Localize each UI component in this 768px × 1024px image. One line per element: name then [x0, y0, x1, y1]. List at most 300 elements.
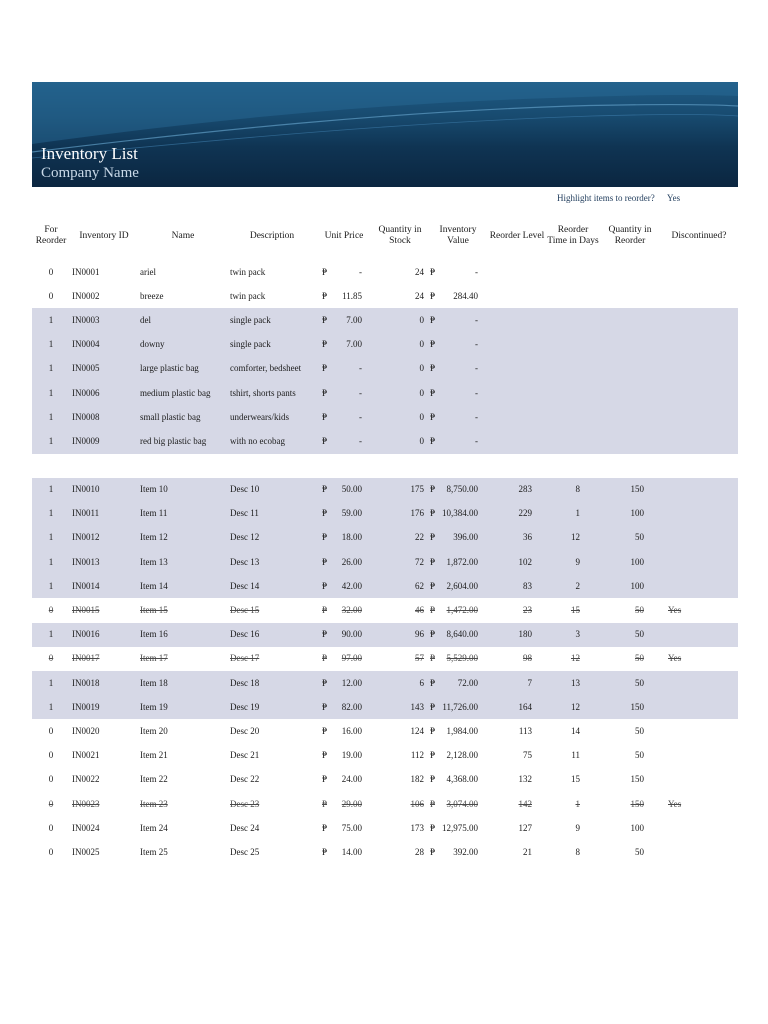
description-cell[interactable]: Desc 17 [230, 653, 260, 664]
currency-symbol: ₱ [430, 774, 436, 785]
quantity-cell[interactable]: 62 [372, 574, 428, 598]
description-cell[interactable]: single pack [228, 333, 316, 357]
column-header[interactable]: Quantity in Stock [378, 225, 422, 246]
inventory-value-cell-amount: 10,384.00 [442, 508, 478, 519]
unit-price-cell[interactable] [316, 333, 372, 357]
reorder-days-cell[interactable]: 12 [546, 695, 600, 719]
discontinued-cell[interactable] [660, 719, 738, 743]
quantity-cell[interactable]: 6 [372, 671, 428, 695]
inventory-id-cell[interactable]: IN0017 [72, 653, 100, 664]
reorder-level-cell[interactable] [488, 308, 546, 332]
inventory-value-cell-amount: 284.40 [453, 290, 478, 301]
reorder-flag-cell[interactable]: 0 [48, 653, 54, 664]
discontinued-cell[interactable] [660, 381, 738, 405]
column-header[interactable]: Reorder Time in Days [547, 225, 599, 246]
reorder-flag-cell[interactable]: 0 [48, 846, 54, 857]
name-cell[interactable]: Item 22 [140, 774, 168, 785]
inventory-value-cell-amount: 3,074.00 [446, 798, 478, 809]
inventory-value-cell-wrap [430, 750, 478, 761]
unit-price-cell-wrap [322, 436, 362, 447]
description-cell[interactable]: Desc 11 [228, 502, 316, 526]
reorder-level-cell[interactable]: 83 [488, 574, 546, 598]
inventory-id-cell[interactable]: IN0012 [70, 526, 138, 550]
description-cell[interactable]: Desc 22 [230, 774, 260, 785]
column-header[interactable]: Unit Price [324, 230, 364, 241]
description-cell[interactable]: Desc 14 [228, 574, 316, 598]
name-cell[interactable]: Item 12 [138, 526, 228, 550]
unit-price-cell[interactable] [316, 647, 372, 671]
name-cell[interactable]: Item 17 [140, 653, 168, 664]
unit-price-cell[interactable] [316, 744, 372, 768]
name-cell[interactable]: del [138, 308, 228, 332]
reorder-quantity-cell[interactable] [600, 333, 660, 357]
reorder-flag-cell[interactable]: 0 [48, 750, 54, 761]
reorder-level-cell[interactable]: 132 [518, 774, 532, 785]
inventory-id-cell[interactable]: IN0019 [70, 695, 138, 719]
currency-symbol: ₱ [430, 266, 436, 277]
reorder-days-cell[interactable]: 9 [575, 822, 580, 833]
reorder-flag-cell[interactable]: 0 [48, 798, 54, 809]
inventory-value-cell[interactable] [428, 574, 488, 598]
discontinued-cell[interactable]: Yes [668, 798, 682, 809]
reorder-quantity-cell[interactable] [600, 284, 660, 308]
reorder-quantity-cell[interactable]: 100 [600, 502, 660, 526]
name-cell[interactable]: medium plastic bag [138, 381, 228, 405]
reorder-quantity-cell[interactable] [600, 429, 660, 453]
reorder-flag-cell[interactable]: 0 [48, 605, 54, 616]
unit-price-cell[interactable] [316, 792, 372, 816]
description-cell[interactable]: Desc 12 [228, 526, 316, 550]
unit-price-cell[interactable] [316, 405, 372, 429]
inventory-value-cell[interactable] [428, 768, 488, 792]
currency-symbol: ₱ [430, 290, 436, 301]
quantity-cell[interactable]: 24 [415, 290, 424, 301]
reorder-flag-cell[interactable]: 0 [48, 290, 54, 301]
reorder-days-cell[interactable] [546, 308, 600, 332]
inventory-id-cell[interactable]: IN0001 [72, 266, 100, 277]
reorder-level-cell[interactable] [488, 429, 546, 453]
name-cell[interactable]: breeze [140, 290, 164, 301]
reorder-flag-cell[interactable]: 0 [48, 266, 54, 277]
quantity-cell[interactable]: 0 [372, 357, 428, 381]
discontinued-cell[interactable] [660, 260, 738, 284]
description-cell[interactable]: twin pack [230, 290, 266, 301]
description-cell[interactable]: Desc 18 [228, 671, 316, 695]
inventory-value-cell[interactable] [428, 671, 488, 695]
inventory-value-cell[interactable] [428, 598, 488, 622]
inventory-id-cell[interactable]: IN0008 [70, 405, 138, 429]
reorder-level-cell[interactable]: 164 [488, 695, 546, 719]
column-header[interactable]: Description [249, 230, 295, 241]
description-cell[interactable]: twin pack [230, 266, 266, 277]
quantity-cell[interactable]: 124 [410, 725, 424, 736]
discontinued-cell[interactable] [660, 478, 738, 502]
unit-price-cell[interactable] [316, 308, 372, 332]
description-cell[interactable]: underwears/kids [228, 405, 316, 429]
unit-price-cell[interactable] [316, 840, 372, 864]
inventory-value-cell[interactable] [428, 405, 488, 429]
quantity-cell[interactable]: 24 [415, 266, 424, 277]
reorder-quantity-cell[interactable]: 50 [600, 526, 660, 550]
reorder-days-cell[interactable]: 8 [575, 846, 580, 857]
quantity-cell[interactable]: 176 [372, 502, 428, 526]
reorder-flag-cell[interactable]: 0 [48, 725, 54, 736]
unit-price-cell[interactable] [316, 816, 372, 840]
inventory-value-cell[interactable] [428, 429, 488, 453]
description-cell[interactable]: Desc 10 [228, 478, 316, 502]
description-cell[interactable]: Desc 15 [230, 605, 260, 616]
reorder-quantity-cell[interactable]: 150 [630, 774, 644, 785]
inventory-value-cell[interactable] [428, 526, 488, 550]
currency-symbol: ₱ [322, 411, 328, 422]
discontinued-cell[interactable] [660, 333, 738, 357]
reorder-flag-cell[interactable]: 0 [48, 774, 54, 785]
reorder-flag-cell[interactable]: 0 [48, 822, 54, 833]
inventory-value-cell[interactable] [428, 502, 488, 526]
inventory-id-cell[interactable]: IN0004 [70, 333, 138, 357]
discontinued-cell[interactable] [660, 284, 738, 308]
unit-price-cell[interactable] [316, 502, 372, 526]
discontinued-cell[interactable] [660, 357, 738, 381]
reorder-quantity-cell[interactable] [600, 405, 660, 429]
quantity-cell[interactable]: 22 [372, 526, 428, 550]
name-cell[interactable]: Item 24 [140, 822, 168, 833]
reorder-level-cell[interactable] [488, 381, 546, 405]
inventory-id-cell[interactable]: IN0010 [70, 478, 138, 502]
reorder-quantity-cell[interactable] [600, 357, 660, 381]
reorder-days-cell[interactable]: 12 [571, 653, 580, 664]
unit-price-cell[interactable] [316, 695, 372, 719]
reorder-quantity-cell[interactable]: 100 [630, 822, 644, 833]
inventory-value-cell-amount: - [475, 339, 478, 350]
unit-price-cell-amount: 24.00 [341, 774, 362, 785]
unit-price-cell-wrap [322, 557, 362, 568]
reorder-flag-cell[interactable]: 1 [32, 574, 70, 598]
quantity-cell[interactable]: 0 [372, 308, 428, 332]
reorder-days-cell[interactable]: 12 [546, 526, 600, 550]
reorder-quantity-cell[interactable]: 150 [630, 798, 644, 809]
inventory-value-cell-wrap [430, 653, 478, 664]
inventory-value-cell[interactable] [428, 550, 488, 574]
reorder-level-cell[interactable]: 229 [488, 502, 546, 526]
inventory-value-cell-wrap [430, 508, 478, 519]
reorder-flag-cell[interactable]: 1 [32, 333, 70, 357]
reorder-level-cell[interactable] [488, 333, 546, 357]
unit-price-cell[interactable] [316, 671, 372, 695]
reorder-level-cell[interactable]: 113 [518, 725, 532, 736]
reorder-days-cell[interactable]: 15 [571, 605, 580, 616]
inventory-value-cell-wrap [430, 339, 478, 350]
unit-price-cell[interactable] [316, 260, 372, 284]
unit-price-cell[interactable] [316, 768, 372, 792]
discontinued-cell[interactable] [660, 405, 738, 429]
table-row [32, 333, 738, 357]
discontinued-cell[interactable]: Yes [668, 653, 682, 664]
name-cell[interactable]: red big plastic bag [138, 429, 228, 453]
description-cell[interactable]: Desc 21 [230, 750, 260, 761]
inventory-value-cell[interactable] [428, 623, 488, 647]
quantity-cell[interactable]: 175 [372, 478, 428, 502]
reorder-days-cell[interactable]: 9 [546, 550, 600, 574]
name-cell[interactable]: Item 21 [140, 750, 168, 761]
inventory-value-cell[interactable] [428, 308, 488, 332]
description-cell[interactable]: Desc 19 [228, 695, 316, 719]
discontinued-cell[interactable] [660, 768, 738, 792]
reorder-quantity-cell[interactable]: 50 [600, 671, 660, 695]
unit-price-cell[interactable] [316, 429, 372, 453]
description-cell[interactable]: Desc 24 [230, 822, 260, 833]
reorder-level-cell[interactable]: 102 [488, 550, 546, 574]
unit-price-cell-wrap [322, 388, 362, 399]
inventory-value-cell[interactable] [428, 816, 488, 840]
reorder-flag-cell[interactable]: 1 [32, 381, 70, 405]
unit-price-cell[interactable] [316, 478, 372, 502]
reorder-quantity-cell[interactable]: 150 [600, 695, 660, 719]
reorder-level-cell[interactable]: 283 [488, 478, 546, 502]
table-row [32, 671, 738, 695]
quantity-cell[interactable]: 96 [372, 623, 428, 647]
name-cell[interactable]: large plastic bag [138, 357, 228, 381]
quantity-cell[interactable]: 182 [410, 774, 424, 785]
discontinued-cell[interactable] [660, 308, 738, 332]
reorder-quantity-cell[interactable]: 50 [635, 846, 644, 857]
inventory-id-cell[interactable]: IN0009 [70, 429, 138, 453]
reorder-quantity-cell[interactable]: 50 [635, 653, 644, 664]
name-cell[interactable]: downy [138, 333, 228, 357]
inventory-id-cell[interactable]: IN0014 [70, 574, 138, 598]
reorder-days-cell[interactable]: 2 [546, 574, 600, 598]
unit-price-cell[interactable] [316, 623, 372, 647]
reorder-quantity-cell[interactable]: 50 [635, 725, 644, 736]
column-header[interactable]: Quantity in Reorder [608, 225, 652, 246]
quantity-cell[interactable]: 143 [372, 695, 428, 719]
inventory-id-cell[interactable]: IN0006 [70, 381, 138, 405]
reorder-level-cell[interactable]: 23 [523, 605, 532, 616]
unit-price-cell[interactable] [316, 357, 372, 381]
currency-symbol: ₱ [322, 750, 328, 761]
inventory-id-cell[interactable]: IN0022 [72, 774, 100, 785]
name-cell[interactable]: Item 10 [138, 478, 228, 502]
reorder-days-cell[interactable] [546, 260, 600, 284]
quantity-cell[interactable]: 46 [415, 605, 424, 616]
reorder-days-cell[interactable]: 14 [571, 725, 580, 736]
name-cell[interactable]: Item 20 [140, 725, 168, 736]
reorder-level-cell[interactable] [488, 405, 546, 429]
name-cell[interactable]: small plastic bag [138, 405, 228, 429]
reorder-flag-cell[interactable]: 1 [32, 357, 70, 381]
unit-price-cell[interactable] [316, 574, 372, 598]
discontinued-cell[interactable] [660, 550, 738, 574]
inventory-value-cell[interactable] [428, 357, 488, 381]
inventory-value-cell[interactable] [428, 647, 488, 671]
reorder-days-cell[interactable]: 3 [546, 623, 600, 647]
inventory-id-cell[interactable]: IN0003 [70, 308, 138, 332]
name-cell[interactable]: Item 13 [138, 550, 228, 574]
currency-symbol: ₱ [430, 653, 436, 664]
name-cell[interactable]: Item 14 [138, 574, 228, 598]
column-header[interactable]: Inventory ID [79, 230, 129, 241]
quantity-cell[interactable]: 72 [372, 550, 428, 574]
reorder-days-cell[interactable] [546, 284, 600, 308]
quantity-cell[interactable]: 112 [410, 750, 424, 761]
reorder-days-cell[interactable]: 13 [546, 671, 600, 695]
currency-symbol: ₱ [322, 556, 328, 567]
quantity-cell[interactable]: 0 [372, 429, 428, 453]
reorder-quantity-cell[interactable]: 50 [600, 623, 660, 647]
inventory-id-cell[interactable]: IN0025 [72, 846, 100, 857]
description-cell[interactable]: single pack [228, 308, 316, 332]
description-cell[interactable]: Desc 20 [230, 725, 260, 736]
inventory-value-cell[interactable] [428, 333, 488, 357]
reorder-days-cell[interactable] [546, 429, 600, 453]
reorder-flag-cell[interactable]: 1 [32, 429, 70, 453]
description-cell[interactable]: Desc 25 [230, 846, 260, 857]
description-cell[interactable]: Desc 13 [228, 550, 316, 574]
reorder-level-cell[interactable] [488, 357, 546, 381]
inventory-value-cell[interactable] [428, 381, 488, 405]
reorder-days-cell[interactable]: 8 [546, 478, 600, 502]
reorder-quantity-cell[interactable] [600, 381, 660, 405]
reorder-days-cell[interactable] [546, 381, 600, 405]
name-cell[interactable]: Item 25 [140, 846, 168, 857]
unit-price-cell[interactable] [316, 719, 372, 743]
reorder-days-cell[interactable]: 15 [571, 774, 580, 785]
description-cell[interactable]: Desc 16 [228, 623, 316, 647]
inventory-id-cell[interactable]: IN0023 [72, 798, 100, 809]
unit-price-cell[interactable] [316, 550, 372, 574]
unit-price-cell[interactable] [316, 526, 372, 550]
description-cell[interactable]: Desc 23 [230, 798, 260, 809]
discontinued-cell[interactable] [660, 429, 738, 453]
inventory-id-cell[interactable]: IN0011 [70, 502, 138, 526]
reorder-days-cell[interactable] [546, 405, 600, 429]
reorder-quantity-cell[interactable]: 100 [600, 574, 660, 598]
inventory-id-cell[interactable]: IN0002 [72, 290, 100, 301]
inventory-id-cell[interactable]: IN0016 [70, 623, 138, 647]
reorder-quantity-cell[interactable]: 50 [635, 750, 644, 761]
reorder-quantity-cell[interactable]: 150 [600, 478, 660, 502]
column-header[interactable]: For Reorder [35, 225, 67, 246]
reorder-days-cell[interactable]: 1 [575, 798, 580, 809]
reorder-flag-cell[interactable]: 1 [32, 695, 70, 719]
unit-price-cell-wrap [322, 702, 362, 713]
name-cell[interactable]: Item 18 [138, 671, 228, 695]
name-cell[interactable]: Item 19 [138, 695, 228, 719]
inventory-value-cell[interactable] [428, 478, 488, 502]
reorder-level-cell[interactable]: 75 [523, 750, 532, 761]
inventory-value-cell[interactable] [428, 840, 488, 864]
reorder-level-cell[interactable] [488, 260, 546, 284]
name-cell[interactable]: Item 16 [138, 623, 228, 647]
reorder-flag-cell[interactable]: 1 [32, 308, 70, 332]
reorder-quantity-cell[interactable]: 50 [635, 605, 644, 616]
reorder-quantity-cell[interactable]: 100 [600, 550, 660, 574]
reorder-flag-cell[interactable]: 1 [32, 550, 70, 574]
inventory-id-cell[interactable]: IN0020 [72, 725, 100, 736]
reorder-level-cell[interactable]: 36 [488, 526, 546, 550]
reorder-days-cell[interactable]: 1 [546, 502, 600, 526]
highlight-value[interactable]: Yes [666, 193, 681, 203]
discontinued-cell[interactable] [660, 744, 738, 768]
unit-price-cell-wrap [322, 750, 362, 761]
reorder-flag-cell[interactable]: 1 [32, 502, 70, 526]
inventory-value-cell[interactable] [428, 260, 488, 284]
reorder-level-cell[interactable]: 7 [488, 671, 546, 695]
name-cell[interactable]: ariel [140, 266, 156, 277]
name-cell[interactable]: Item 11 [138, 502, 228, 526]
discontinued-cell[interactable] [660, 695, 738, 719]
name-cell[interactable]: Item 23 [140, 798, 168, 809]
reorder-quantity-cell[interactable] [600, 260, 660, 284]
quantity-cell[interactable]: 173 [410, 822, 424, 833]
column-header[interactable]: Reorder Level [489, 230, 545, 241]
reorder-flag-cell[interactable]: 1 [32, 526, 70, 550]
inventory-value-cell[interactable] [428, 695, 488, 719]
inventory-value-cell[interactable] [428, 719, 488, 743]
inventory-value-cell[interactable] [428, 744, 488, 768]
column-header[interactable]: Name [171, 230, 195, 241]
inventory-id-cell[interactable]: IN0024 [72, 822, 100, 833]
reorder-level-cell[interactable]: 98 [523, 653, 532, 664]
unit-price-cell[interactable] [316, 381, 372, 405]
discontinued-cell[interactable] [660, 526, 738, 550]
inventory-id-cell[interactable]: IN0018 [70, 671, 138, 695]
discontinued-cell[interactable] [660, 671, 738, 695]
name-cell[interactable]: Item 15 [140, 605, 168, 616]
inventory-id-cell[interactable]: IN0013 [70, 550, 138, 574]
table-row [32, 429, 738, 453]
quantity-cell[interactable]: 57 [415, 653, 424, 664]
reorder-quantity-cell[interactable] [600, 308, 660, 332]
description-cell[interactable]: comforter, bedsheet [228, 357, 316, 381]
discontinued-cell[interactable] [660, 816, 738, 840]
inventory-value-cell[interactable] [428, 284, 488, 308]
quantity-cell[interactable]: 0 [372, 405, 428, 429]
reorder-level-cell[interactable]: 142 [518, 798, 532, 809]
column-header[interactable]: Inventory Value [439, 225, 477, 246]
inventory-id-cell[interactable]: IN0021 [72, 750, 100, 761]
reorder-days-cell[interactable]: 11 [571, 750, 580, 761]
description-cell[interactable]: with no ecobag [228, 429, 316, 453]
reorder-days-cell[interactable] [546, 357, 600, 381]
reorder-flag-cell[interactable]: 1 [32, 405, 70, 429]
discontinued-cell[interactable] [660, 574, 738, 598]
reorder-days-cell[interactable] [546, 333, 600, 357]
unit-price-cell[interactable] [316, 598, 372, 622]
quantity-cell[interactable]: 0 [372, 381, 428, 405]
reorder-level-cell[interactable] [488, 284, 546, 308]
discontinued-cell[interactable]: Yes [668, 605, 682, 616]
reorder-level-cell[interactable]: 180 [488, 623, 546, 647]
discontinued-cell[interactable] [660, 840, 738, 864]
reorder-flag-cell[interactable]: 1 [32, 623, 70, 647]
inventory-value-cell[interactable] [428, 792, 488, 816]
discontinued-cell[interactable] [660, 502, 738, 526]
column-header[interactable]: Discontinued? [671, 230, 727, 241]
quantity-cell[interactable]: 28 [415, 846, 424, 857]
inventory-id-cell[interactable]: IN0005 [70, 357, 138, 381]
reorder-level-cell[interactable]: 127 [518, 822, 532, 833]
discontinued-cell[interactable] [660, 623, 738, 647]
inventory-id-cell[interactable]: IN0015 [72, 605, 100, 616]
reorder-flag-cell[interactable]: 1 [32, 671, 70, 695]
quantity-cell[interactable]: 106 [410, 798, 424, 809]
reorder-flag-cell[interactable]: 1 [32, 478, 70, 502]
description-cell[interactable]: tshirt, shorts pants [228, 381, 316, 405]
quantity-cell[interactable]: 0 [372, 333, 428, 357]
unit-price-cell[interactable] [316, 284, 372, 308]
reorder-level-cell[interactable]: 21 [523, 846, 532, 857]
